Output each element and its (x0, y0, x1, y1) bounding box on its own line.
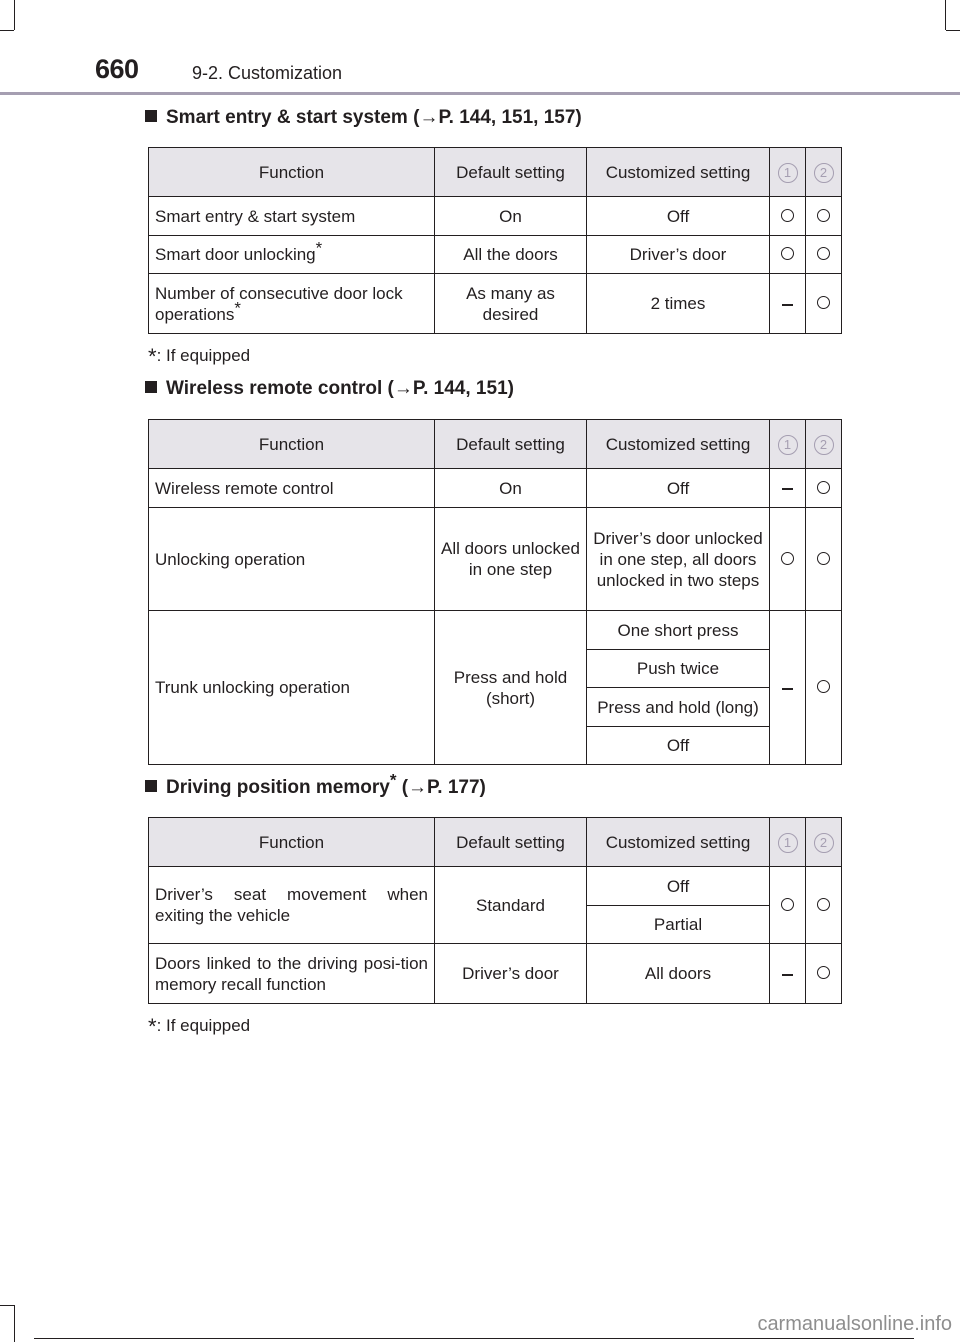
dash-mark-icon (782, 688, 793, 690)
section-title-wireless-remote: Wireless remote control (→P. 144, 151) (145, 378, 514, 400)
circle-mark-icon (817, 552, 830, 565)
footnote: *: If equipped (148, 1014, 251, 1039)
col-header-customized: Customized setting (587, 420, 770, 469)
col-header-1: 1 (778, 833, 798, 853)
col-header-customized: Customized setting (587, 818, 770, 867)
col-header-function: Function (149, 420, 435, 469)
circle-mark-icon (817, 481, 830, 494)
col-header-default: Default setting (435, 420, 587, 469)
section-heading: 9-2. Customization (192, 63, 343, 83)
dash-mark-icon (782, 304, 793, 306)
crop-mark (34, 1338, 914, 1339)
table-wireless-remote (148, 419, 842, 765)
asterisk: * (389, 770, 397, 790)
bullet-square-icon (145, 780, 157, 792)
header-rule (0, 92, 960, 95)
table-row: Number of consecutive door lock operations* As many as desired 2 times (149, 274, 842, 334)
dash-mark-icon (782, 974, 793, 976)
circle-mark-icon (781, 898, 794, 911)
col-header-2: 2 (814, 435, 834, 455)
table-driving-position (148, 817, 842, 1004)
circle-mark-icon (817, 680, 830, 693)
table-row: Wireless remote control On Off (149, 469, 842, 508)
table-row: Driver’s seat movement when exiting the vehicle Standard Off (149, 867, 842, 906)
crop-mark (14, 0, 15, 30)
circle-mark-icon (781, 247, 794, 260)
col-header-customized: Customized setting (587, 148, 770, 197)
bullet-square-icon (145, 381, 157, 393)
asterisk: * (234, 297, 242, 317)
col-header-2: 2 (814, 163, 834, 183)
crop-mark (946, 30, 960, 31)
circle-mark-icon (781, 209, 794, 222)
col-header-1: 1 (778, 163, 798, 183)
arrow-right-icon: → (393, 378, 413, 399)
circle-mark-icon (817, 296, 830, 309)
circle-mark-icon (781, 552, 794, 565)
col-header-function: Function (149, 818, 435, 867)
crop-mark (0, 1305, 14, 1306)
col-header-2: 2 (814, 833, 834, 853)
asterisk: * (315, 238, 323, 258)
table-row: Push twice (149, 650, 842, 688)
table-row: Smart entry & start system On Off (149, 197, 842, 236)
table-smart-entry (148, 147, 842, 334)
footnote: *: If equipped (148, 344, 251, 369)
arrow-right-icon: → (419, 107, 439, 128)
table-header-row (149, 420, 842, 469)
table-row: Unlocking operation All doors unlocked in one step Driver’s door unlocked in one step, all doors unlocked in two steps (149, 508, 842, 611)
page-number: 660 (95, 54, 139, 84)
table-header-row (149, 148, 842, 197)
circle-mark-icon (817, 209, 830, 222)
table-row: Trunk unlocking operation Press and hold (short) One short press (149, 611, 842, 650)
col-header-1: 1 (778, 435, 798, 455)
arrow-right-icon: → (408, 777, 428, 798)
circle-mark-icon (817, 898, 830, 911)
table-row: Off (149, 727, 842, 765)
section-title-driving-position: Driving position memory* (→P. 177) (145, 777, 486, 799)
section-title-smart-entry: Smart entry & start system (→P. 144, 151, 157) (145, 107, 582, 129)
table-row: Smart door unlocking* All the doors Driver’s door (149, 236, 842, 274)
col-header-default: Default setting (435, 818, 587, 867)
bullet-square-icon (145, 110, 157, 122)
table-header-row (149, 818, 842, 867)
col-header-default: Default setting (435, 148, 587, 197)
table-row: Press and hold (long) (149, 688, 842, 727)
table-row: Partial (149, 906, 842, 944)
table-row: Doors linked to the driving posi-tion memory recall function Driver’s door All doors (149, 944, 842, 1004)
crop-mark (945, 0, 946, 30)
crop-mark (0, 30, 14, 31)
watermark: carmanualsonline.info (757, 1313, 952, 1335)
crop-mark (14, 1305, 15, 1342)
col-header-function: Function (149, 148, 435, 197)
circle-mark-icon (817, 247, 830, 260)
dash-mark-icon (782, 488, 793, 490)
circle-mark-icon (817, 966, 830, 979)
